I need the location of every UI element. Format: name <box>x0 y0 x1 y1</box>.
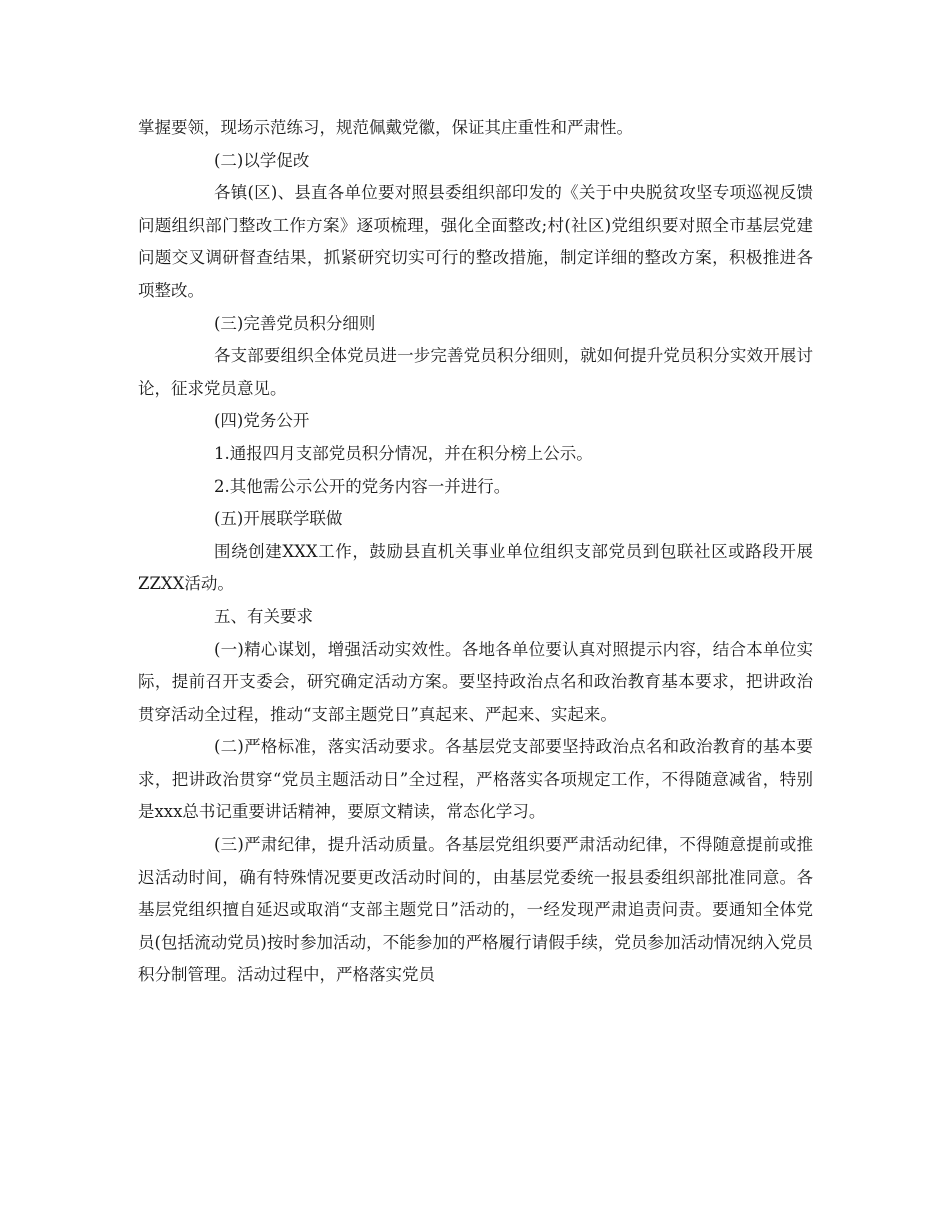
paragraph-rectification: 各镇(区)、县直各单位要对照县委组织部印发的《关于中央脱贫攻坚专项巡视反馈问题组织部门整改工作方案》逐项梳理，强化全面整改;村(社区)党组织要对照全市基层党建问题交叉调研督查结果，抓紧研究切实可行的整改措施，制定详细的整改方案，积极推进各项整改。 <box>138 183 813 300</box>
section-heading-3: (三)完善党员积分细则 <box>214 313 376 333</box>
paragraph-joint-study: 围绕创建XXX工作，鼓励县直机关事业单位组织支部党员到包联社区或路段开展ZZXX活动。 <box>138 541 813 594</box>
section-heading-2: (二)以学促改 <box>214 150 310 170</box>
paragraph-requirement-3: (三)严肃纪律，提升活动质量。各基层党组织要严肃活动纪律，不得随意提前或推迟活动时间，确有特殊情况要更改活动时间的，由基层党委统一报县委组织部批准同意。各基层党组织擅自延迟或取消“支部主题党日”活动的，一经发现严肃追责问责。要通知全体党员(包括流动党员)按时参加活动，不能参加的严格履行请假手续，党员参加活动情况纳入党员积分制管理。活动过程中，严格落实党员 <box>138 835 813 985</box>
section-heading-4: (四)党务公开 <box>214 411 310 431</box>
section-heading-5: (五)开展联学联做 <box>214 509 343 529</box>
list-item-2: 2.其他需公示公开的党务内容一并进行。 <box>214 476 511 496</box>
paragraph-requirement-1: (一)精心谋划，增强活动实效性。各地各单位要认真对照提示内容，结合本单位实际，提前召开支委会，研究确定活动方案。要坚持政治点名和政治教育基本要求，把讲政治贯穿活动全过程，推动“支部主题党日”真起来、严起来、实起来。 <box>138 639 813 724</box>
list-item-1: 1.通报四月支部党员积分情况，并在积分榜上公示。 <box>214 443 593 463</box>
paragraph-requirement-2: (二)严格标准，落实活动要求。各基层党支部要坚持政治点名和政治教育的基本要求，把讲政治贯穿“党员主题活动日”全过程，严格落实各项规定工作，不得随意减省，特别是xxx总书记重要讲话精神，要原文精读，常态化学习。 <box>138 737 813 822</box>
paragraph-continuation: 掌握要领，现场示范练习，规范佩戴党徽，保证其庄重性和严肃性。 <box>138 118 633 137</box>
paragraph-points-rules: 各支部要组织全体党员进一步完善党员积分细则，就如何提升党员积分实效开展讨论，征求党员意见。 <box>138 346 813 398</box>
chapter-heading-requirements: 五、有关要求 <box>214 606 313 626</box>
document-body <box>138 112 813 992</box>
